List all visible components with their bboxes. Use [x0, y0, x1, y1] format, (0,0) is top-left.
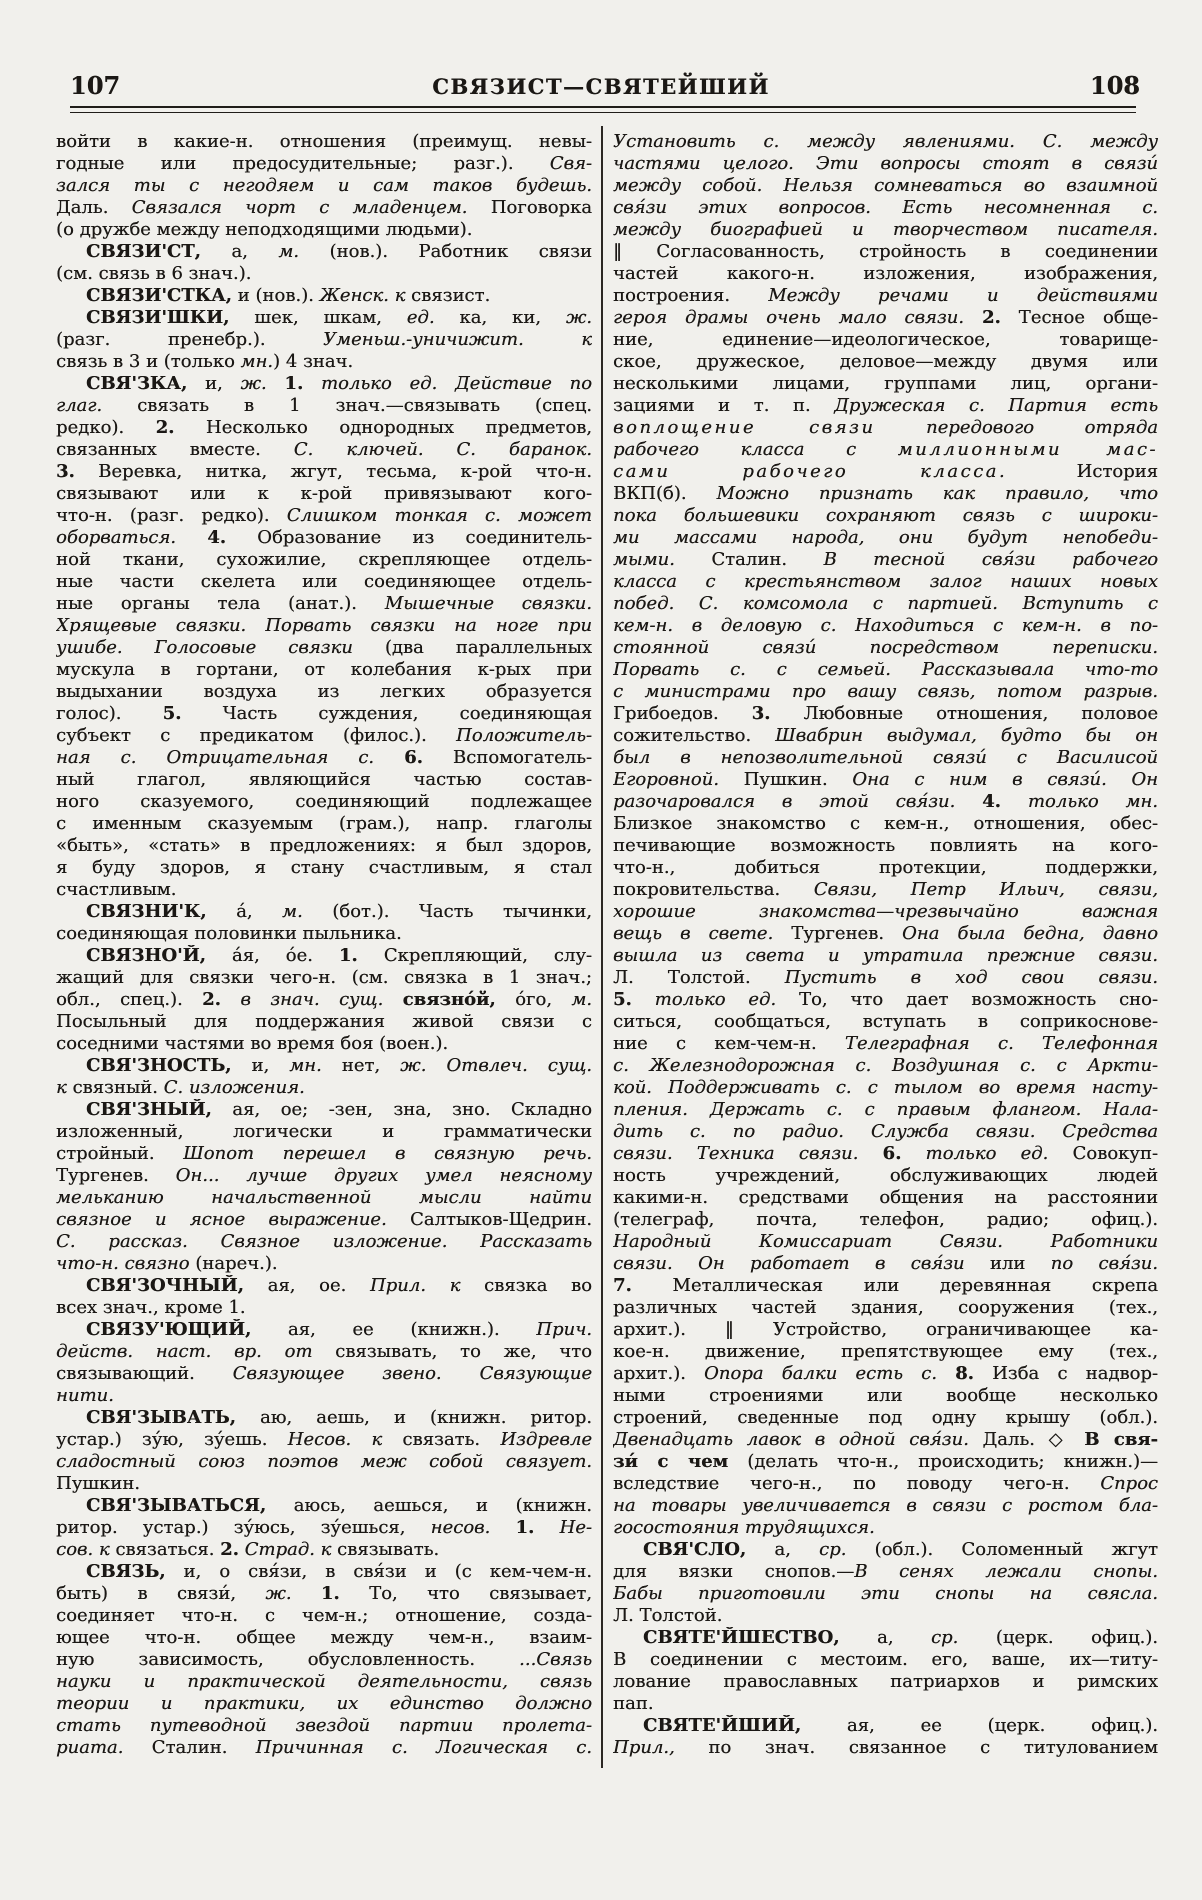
text-line: СВЯ'СЛО, а, ср. (обл.). Соломенный жгут — [643, 1539, 1158, 1560]
text-line: что-н., добиться протекции, поддержки, — [613, 857, 1158, 878]
text-line: обл., спец.). 2. в знач. сущ. связно́й, о́го, м. — [56, 989, 592, 1010]
text-line: стоянной связи́ посредством переписки. — [613, 637, 1158, 658]
text-line: науки и практической деятельности, связь — [56, 1671, 592, 1692]
text-line: ный глагол, являющийся частью состав- — [56, 769, 592, 790]
text-line: класса с крестьянством залог наших новых — [613, 571, 1158, 592]
text-line: ного сказуемого, соединяющий подлежащее — [56, 791, 592, 812]
text-line: ность учреждений, обслуживающих людей — [613, 1165, 1158, 1186]
text-line: войти в какие-н. отношения (преимущ. невы- — [56, 131, 592, 152]
text-line: воплощение связи передового отряда — [613, 417, 1158, 438]
text-line: Пушкин. — [56, 1473, 140, 1494]
text-line: сожительство. Швабрин выдумал, будто бы он — [613, 725, 1158, 746]
text-line: Близкое знакомство с кем-н., отношения, обес- — [613, 813, 1158, 834]
text-line: «быть», «стать» в предложениях: я был здоров, — [56, 835, 592, 856]
text-line: частями целого. Эти вопросы стоят в связи́ — [613, 153, 1158, 174]
text-line: хорошие знакомства—чрезвычайно важная — [613, 901, 1158, 922]
text-line: риата. Сталин. Причинная с. Логическая с. — [56, 1737, 592, 1758]
text-line: стройный. Шопот перешел в связную речь. — [56, 1143, 592, 1164]
text-line: на товары увеличивается в связи с ростом бла- — [613, 1495, 1158, 1516]
text-line: был в непозволительной связи́ с Василисой — [613, 747, 1158, 768]
text-line: Егоровной. Пушкин. Она с ним в связи́. Он — [613, 769, 1158, 790]
text-line: Грибоедов. 3. Любовные отношения, половое — [613, 703, 1158, 724]
text-line: связное и ясное выражение. Салтыков-Щедрин. — [56, 1209, 592, 1230]
column-left — [56, 131, 592, 1759]
text-line: В соединении с местоим. его, ваше, их—титу- — [613, 1649, 1158, 1670]
text-line: частей какого-н. изложения, изображения, — [613, 263, 1158, 284]
text-line: печивающие возможность повлиять на кого- — [613, 835, 1158, 856]
text-line: что-н. связно (нареч.). — [56, 1253, 278, 1274]
text-line: голос). 5. Часть суждения, соединяющая — [56, 703, 592, 724]
text-line: ВКП(б). Можно признать как правило, что — [613, 483, 1158, 504]
text-line: оборваться. 4. Образование из соединитель- — [56, 527, 592, 548]
text-line: СВЯЗЬ, и, о свя́зи, в свя́зи и (с кем-чем-н. — [86, 1561, 592, 1582]
text-line: связывающий. Связующее звено. Связующие — [56, 1363, 592, 1384]
text-line: Народный Комиссариат Связи. Работники — [613, 1231, 1158, 1252]
text-line: пап. — [613, 1693, 654, 1714]
text-line: действ. наст. вр. от связывать, то же, что — [56, 1341, 592, 1362]
text-line: СВЯ'ЗЫВАТЬСЯ, аюсь, аешься, и (книжн. — [86, 1495, 592, 1516]
text-line: 7. Металлическая или деревянная скрепа — [613, 1275, 1158, 1296]
text-line: между собой. Нельзя сомневаться во взаимной — [613, 175, 1158, 196]
text-line: ной ткани, сухожилие, скрепляющее отдель- — [56, 549, 592, 570]
text-line: СВЯЗИ'СТКА, и (нов.). Женск. к связист. — [86, 285, 491, 306]
text-line: сладостный союз поэтов меж собой связует. — [56, 1451, 592, 1472]
text-line: СВЯ'ЗКА, и, ж. 1. только ед. Действие по — [86, 373, 592, 394]
text-line: мускула в гортани, от колебания к-рых при — [56, 659, 592, 680]
text-line: ушибе. Голосовые связки (два параллельных — [56, 637, 592, 658]
page-number-right: 108 — [1089, 71, 1140, 100]
text-line: Бабы приготовили эти снопы на свясла. — [613, 1583, 1158, 1604]
text-line: покровительства. Связи, Петр Ильич, связи, — [613, 879, 1158, 900]
text-line: ритор. устар.) зу́юсь, зу́ешься, несов. 1. Не- — [56, 1517, 592, 1538]
text-line: строений, сведенные под одну крышу (обл.). — [613, 1407, 1158, 1428]
text-line: ные органы тела (анат.). Мышечные связки. — [56, 593, 592, 614]
text-line: субъект с предикатом (филос.). Положитель- — [56, 725, 592, 746]
text-line: кое-н. движение, препятствующее ему (тех., — [613, 1341, 1158, 1362]
text-line: связи. Техника связи. 6. только ед. Совокуп- — [613, 1143, 1158, 1164]
text-line: с именным сказуемым (грам.), напр. глаголы — [56, 813, 592, 834]
text-line: кой. Поддерживать с. с тылом во время насту- — [613, 1077, 1158, 1098]
text-line: связь в 3 и (только мн.) 4 знач. — [56, 351, 354, 372]
text-line: ющее что-н. общее между чем-н., взаим- — [56, 1627, 592, 1648]
text-line: связывают или к к-рой привязывают кого- — [56, 483, 592, 504]
text-line: ние с кем-чем-н. Телеграфная с. Телефонная — [613, 1033, 1158, 1054]
text-line: с. Железнодорожная с. Воздушная с. с Аркти- — [613, 1055, 1158, 1076]
text-line: С. рассказ. Связное изложение. Рассказать — [56, 1231, 592, 1252]
text-line: СВЯЗУ'ЮЩИЙ, ая, ее (книжн.). Прич. — [86, 1319, 592, 1340]
text-line: Посыльный для поддержания живой связи с — [56, 1011, 592, 1032]
text-line: связи. Он работает в свя́зи или по свя́зи. — [613, 1253, 1158, 1274]
text-line: мельканию начальственной мысли найти — [56, 1187, 592, 1208]
page-number-left: 107 — [70, 71, 121, 100]
text-line: связанных вместе. С. ключей. С. баранок. — [56, 439, 592, 460]
text-line: лование православных патриархов и римских — [613, 1671, 1158, 1692]
text-line: редко). 2. Несколько однородных предметов, — [56, 417, 592, 438]
text-line: мыми. Сталин. В тесной свя́зи рабочего — [613, 549, 1158, 570]
text-line: героя драмы очень мало связи. 2. Тесное обще- — [613, 307, 1158, 328]
text-line: годные или предосудительные; разг.). Свя- — [56, 153, 592, 174]
text-line: вследствие чего-н., по поводу чего-н. Спрос — [613, 1473, 1158, 1494]
text-line: ную зависимость, обусловленность. ...Связь — [56, 1649, 592, 1670]
text-line: соседними частями во время боя (воен.). — [56, 1033, 449, 1054]
text-line: вышла из света и утратила прежние связи. — [613, 945, 1158, 966]
text-line: (телеграф, почта, телефон, радио; офиц.). — [613, 1209, 1158, 1230]
text-line: теории и практики, их единство должно — [56, 1693, 592, 1714]
text-line: зался ты с негодяем и сам таков будешь. — [56, 175, 592, 196]
text-line: Даль. Связался чорт с младенцем. Поговорка — [56, 197, 592, 218]
text-line: выдыхании воздуха из легких образуется — [56, 681, 592, 702]
text-line: зациями и т. п. Дружеская с. Партия есть — [613, 395, 1158, 416]
text-line: (см. связь в 6 знач.). — [56, 263, 252, 284]
text-line: ными строениями или вообще несколько — [613, 1385, 1158, 1406]
text-line: изложенный, логически и грамматически — [56, 1121, 592, 1142]
text-line: устар.) зу́ю, зу́ешь. Несов. к связать. Издревле — [56, 1429, 592, 1450]
text-line: стать путеводной звездой партии пролета- — [56, 1715, 592, 1736]
text-line: глаг. связать в 1 знач.—связывать (спец. — [56, 395, 592, 416]
text-line: (о дружбе между неподходящими людьми). — [56, 219, 473, 240]
text-line: архит.). Опора балки есть с. 8. Изба с надвор- — [613, 1363, 1158, 1384]
running-head: СВЯЗИСТ—СВЯТЕЙШИЙ — [432, 74, 770, 99]
text-line: СВЯ'ЗОЧНЫЙ, ая, ое. Прил. к связка во — [86, 1275, 592, 1296]
text-line: СВЯ'ЗНЫЙ, ая, ое; -зен, зна, зно. Складно — [86, 1099, 592, 1120]
text-line: ные части скелета или соединяющее отдель- — [56, 571, 592, 592]
text-line: 5. только ед. То, что дает возможность сно- — [613, 989, 1158, 1010]
text-line: вещь в свете. Тургенев. Она была бедна, давно — [613, 923, 1158, 944]
text-line: между биографией и творчеством писателя. — [613, 219, 1158, 240]
text-line: что-н. (разг. редко). Слишком тонкая с. может — [56, 505, 592, 526]
text-line: соединяет что-н. с чем-н.; отношение, созда- — [56, 1605, 592, 1626]
text-line: кем-н. в деловую с. Находиться с кем-н. в по- — [613, 615, 1158, 636]
text-line: архит.). ‖ Устройство, ограничивающее ка- — [613, 1319, 1158, 1340]
text-line: сами рабочего класса. История — [613, 461, 1158, 482]
text-line: Тургенев. Он... лучше других умел неясному — [56, 1165, 592, 1186]
text-line: зи́ с чем (делать что-н., происходить; книжн.)— — [613, 1451, 1158, 1472]
text-line: СВЯТЕ'ЙШЕСТВО, а, ср. (церк. офиц.). — [643, 1627, 1158, 1648]
text-line: СВЯЗНИ'К, а́, м. (бот.). Часть тычинки, — [86, 901, 592, 922]
text-line: для вязки снопов.—В сенях лежали снопы. — [613, 1561, 1158, 1582]
text-line: счастливым. — [56, 879, 177, 900]
text-line: соединяющая половинки пыльника. — [56, 923, 402, 944]
text-line: жащий для связки чего-н. (см. связка в 1 знач.; — [56, 967, 592, 988]
text-line: построения. Между речами и действиями — [613, 285, 1158, 306]
text-line: Хрящевые связки. Порвать связки на ноге при — [56, 615, 592, 636]
text-line: Прил., по знач. связанное с титулованием — [613, 1737, 1158, 1758]
text-line: пления. Держать с. с правым флангом. Нала- — [613, 1099, 1158, 1120]
text-line: быть) в связи́, ж. 1. То, что связывает, — [56, 1583, 592, 1604]
text-line: СВЯТЕ'ЙШИЙ, ая, ее (церк. офиц.). — [643, 1715, 1158, 1736]
text-line: ми массами народа, они будут непобеди- — [613, 527, 1158, 548]
text-line: Л. Толстой. — [613, 1605, 723, 1626]
text-line: СВЯ'ЗЫВАТЬ, аю, аешь, и (книжн. ритор. — [86, 1407, 592, 1428]
text-line: различных частей здания, сооружения (тех., — [613, 1297, 1158, 1318]
text-line: свя́зи этих вопросов. Есть несомненная с. — [613, 197, 1158, 218]
text-line: ское, дружеское, деловое—между двумя или — [613, 351, 1158, 372]
text-line: 3. Веревка, нитка, жгут, тесьма, к-рой что-н. — [56, 461, 592, 482]
text-line: к связный. С. изложения. — [56, 1077, 305, 1098]
column-divider — [601, 126, 603, 1768]
text-line: ‖ Согласованность, стройность в соединении — [613, 241, 1158, 262]
text-line: Двенадцать лавок в одной свя́зи. Даль. ◇ В свя- — [613, 1429, 1158, 1450]
text-line: какими-н. средствами общения на расстоянии — [613, 1187, 1158, 1208]
text-line: несколькими лицами, группами лиц, органи- — [613, 373, 1158, 394]
text-line: рабочего класса с миллионными мас- — [613, 439, 1158, 460]
text-line: (разг. пренебр.). Уменьш.-уничижит. к — [56, 329, 592, 350]
text-line: Установить с. между явлениями. С. между — [613, 131, 1158, 152]
text-line: дить с. по радио. Служба связи. Средства — [613, 1121, 1158, 1142]
text-line: ние, единение—идеологическое, товарище- — [613, 329, 1158, 350]
text-line: пока большевики сохраняют связь с широки- — [613, 505, 1158, 526]
text-line: ная с. Отрицательная с. 6. Вспомогатель- — [56, 747, 592, 768]
column-right — [613, 131, 1158, 1759]
text-line: разочаровался в этой свя́зи. 4. только мн. — [613, 791, 1158, 812]
text-line: побед. С. комсомола с партией. Вступить с — [613, 593, 1158, 614]
text-line: нити. — [56, 1385, 114, 1406]
text-line: Л. Толстой. Пустить в ход свои связи. — [613, 967, 1158, 988]
text-line: госостояния трудящихся. — [613, 1517, 875, 1538]
text-line: ситься, сообщаться, вступать в соприкоснове- — [613, 1011, 1158, 1032]
text-line: СВЯЗИ'СТ, а, м. (нов.). Работник связи — [86, 241, 592, 262]
header-rule — [70, 106, 1136, 113]
text-line: всех знач., кроме 1. — [56, 1297, 246, 1318]
text-line: сов. к связаться. 2. Страд. к связывать. — [56, 1539, 440, 1560]
text-line: с министрами про вашу связь, потом разрыв. — [613, 681, 1158, 702]
text-line: Порвать с. с семьей. Рассказывала что-то — [613, 659, 1158, 680]
text-line: СВЯ'ЗНОСТЬ, и, мн. нет, ж. Отвлеч. сущ. — [86, 1055, 592, 1076]
text-line: СВЯЗНО'Й, а́я, о́е. 1. Скрепляющий, слу- — [86, 945, 592, 966]
text-line: я буду здоров, я стану счастливым, я стал — [56, 857, 592, 878]
text-line: СВЯЗИ'ШКИ, шек, шкам, ед. ка, ки, ж. — [86, 307, 592, 328]
